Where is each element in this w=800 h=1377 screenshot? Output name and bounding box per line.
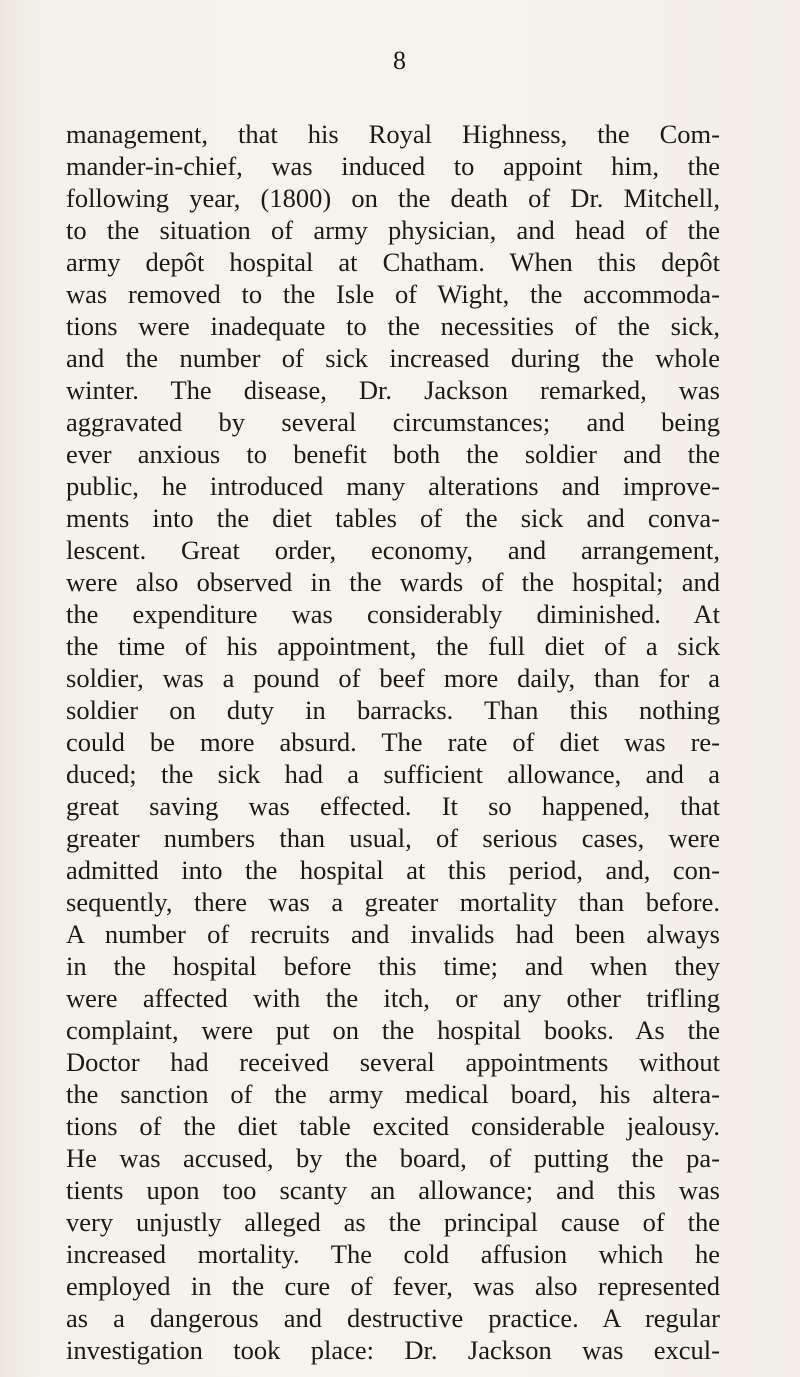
- text-line: ments into the diet tables of the sick and conva-: [66, 503, 720, 533]
- text-line: greater numbers than usual, of serious cases, were: [66, 823, 720, 853]
- text-line: could be more absurd. The rate of diet was re-: [66, 727, 720, 757]
- text-line: He was accused, by the board, of putting the pa-: [66, 1143, 720, 1173]
- text-line: soldier, was a pound of beef more daily, than for a: [66, 663, 720, 693]
- text-line: the expenditure was considerably diminished. At: [66, 599, 720, 629]
- text-line: army depôt hospital at Chatham. When this depôt: [66, 247, 720, 277]
- text-line: public, he introduced many alterations and improve-: [66, 471, 720, 501]
- text-line: tients upon too scanty an allowance; and this was: [66, 1175, 720, 1205]
- text-line: employed in the cure of fever, was also represented: [66, 1271, 720, 1301]
- text-line: management, that his Royal Highness, the Com-: [66, 119, 720, 149]
- text-line: the sanction of the army medical board, his altera-: [66, 1079, 720, 1109]
- text-line: Doctor had received several appointments without: [66, 1047, 720, 1077]
- text-line: and the number of sick increased during the whole: [66, 343, 720, 373]
- text-line: to the situation of army physician, and head of the: [66, 215, 720, 245]
- text-line: complaint, were put on the hospital books. As the: [66, 1015, 720, 1045]
- text-line: aggravated by several circumstances; and being: [66, 407, 720, 437]
- text-line: mander-in-chief, was induced to appoint him, the: [66, 151, 720, 181]
- text-line: following year, (1800) on the death of Dr. Mitchell,: [66, 183, 720, 213]
- text-line: admitted into the hospital at this period, and, con-: [66, 855, 720, 885]
- text-line: in the hospital before this time; and when they: [66, 951, 720, 981]
- text-line: increased mortality. The cold affusion which he: [66, 1239, 720, 1269]
- text-line: sequently, there was a greater mortality than before.: [66, 887, 720, 917]
- page-number: 8: [393, 46, 407, 75]
- text-line: investigation took place: Dr. Jackson was excul-: [66, 1335, 720, 1365]
- text-line: duced; the sick had a sufficient allowance, and a: [66, 759, 720, 789]
- text-line: were affected with the itch, or any other trifling: [66, 983, 720, 1013]
- text-line: tions of the diet table excited considerable jealousy.: [66, 1111, 720, 1141]
- text-line: winter. The disease, Dr. Jackson remarked, was: [66, 375, 720, 405]
- text-line: lescent. Great order, economy, and arrangement,: [66, 535, 720, 565]
- text-line: the time of his appointment, the full diet of a sick: [66, 631, 720, 661]
- text-line: as a dangerous and destructive practice. A regular: [66, 1303, 720, 1333]
- text-line: were also observed in the wards of the hospital; and: [66, 567, 720, 597]
- text-line: very unjustly alleged as the principal cause of the: [66, 1207, 720, 1237]
- text-line: was removed to the Isle of Wight, the accommoda-: [66, 279, 720, 309]
- text-line: A number of recruits and invalids had been always: [66, 919, 720, 949]
- text-line: tions were inadequate to the necessities of the sick,: [66, 311, 720, 341]
- text-line: soldier on duty in barracks. Than this nothing: [66, 695, 720, 725]
- text-line: ever anxious to benefit both the soldier and the: [66, 439, 720, 469]
- text-line: great saving was effected. It so happened, that: [66, 791, 720, 821]
